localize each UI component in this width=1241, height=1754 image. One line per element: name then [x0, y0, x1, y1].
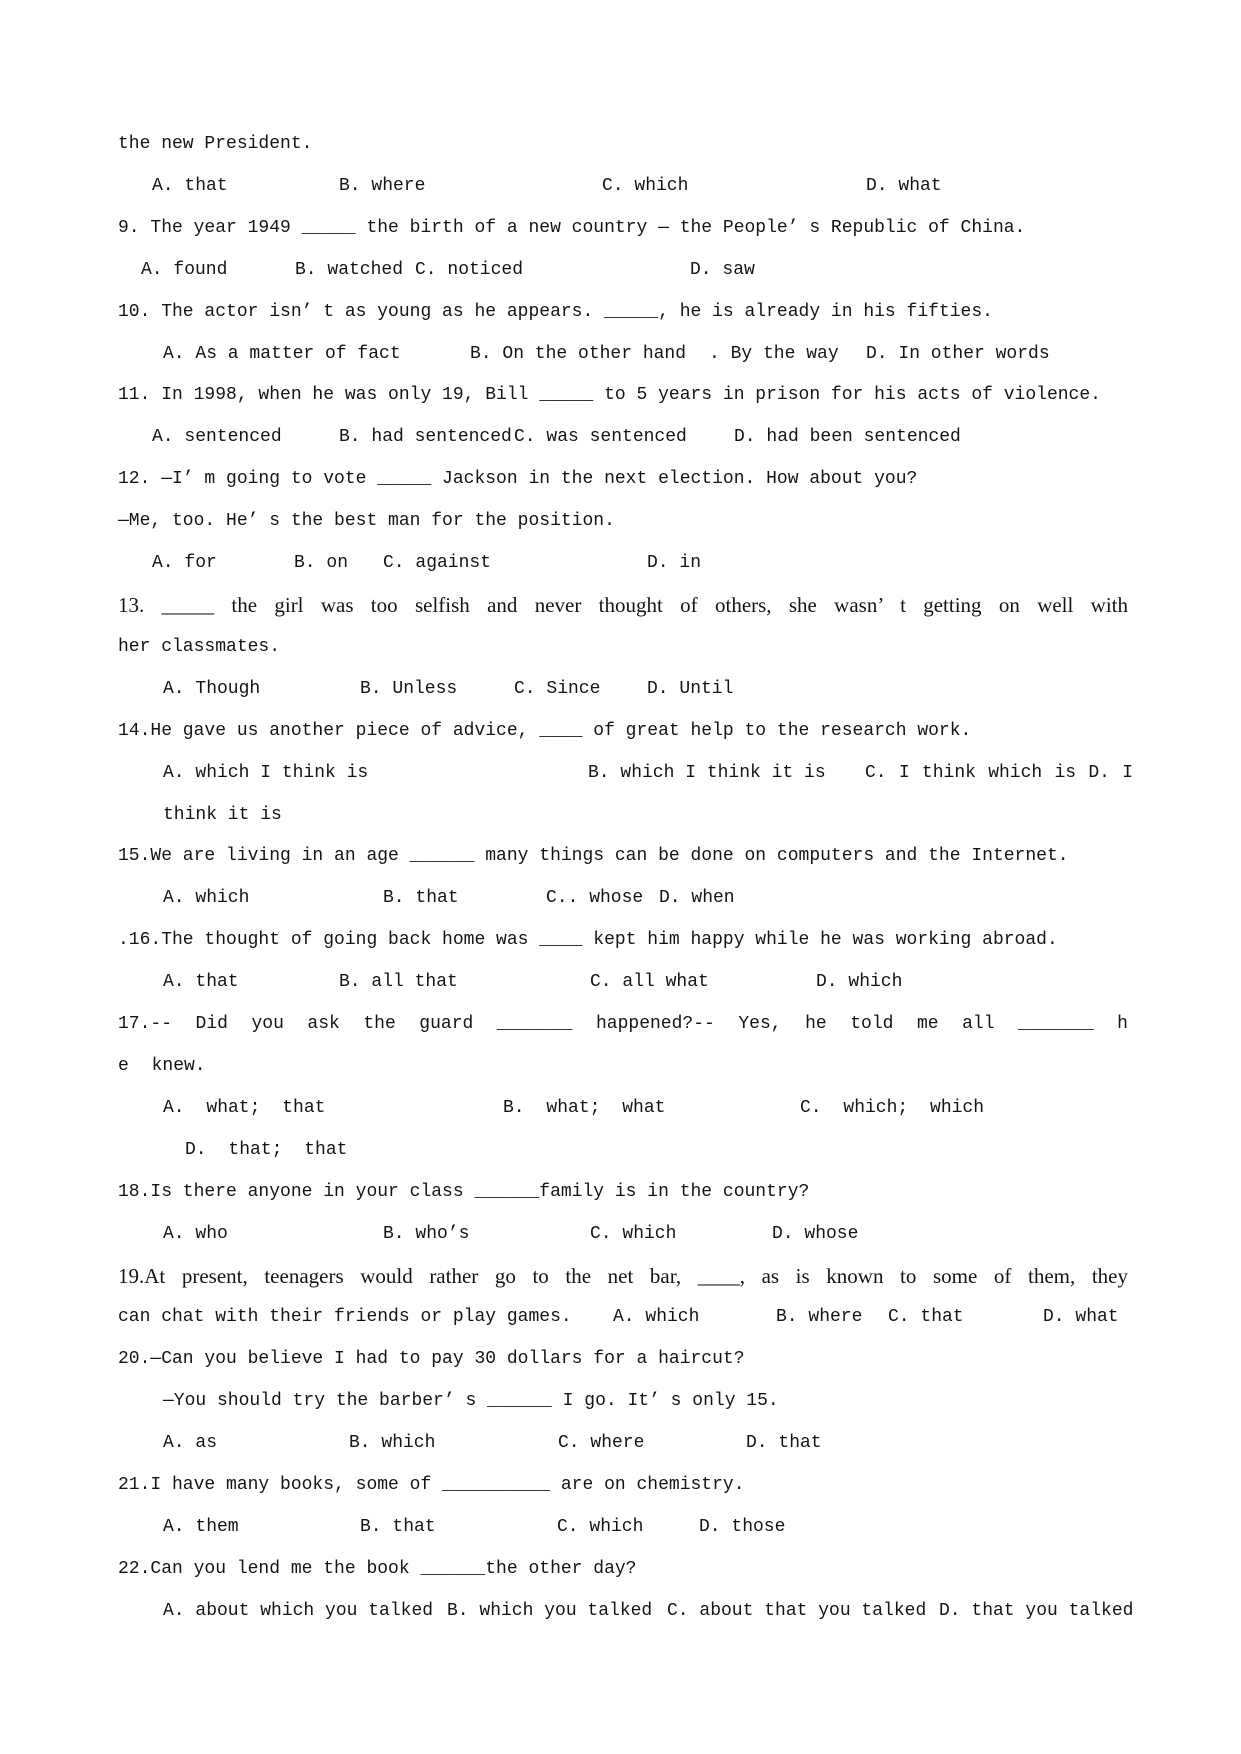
question-16-options	[0, 968, 1241, 996]
option-c: C. which	[557, 1517, 644, 1537]
question-12-stem	[0, 465, 1241, 493]
stem-text: 21.I have many books, some of __________ are on chemistry.	[118, 1475, 745, 1495]
option-c: C.. whose	[546, 888, 644, 908]
question-20-options	[0, 1429, 1241, 1457]
question-12-options	[0, 549, 1241, 577]
question-22-stem	[0, 1555, 1241, 1583]
option-d: D. those	[699, 1517, 786, 1537]
option-a: A. which	[613, 1307, 700, 1327]
option-b: B. that	[360, 1517, 436, 1537]
option-a: A. which I think is	[163, 763, 369, 783]
question-19-stem-line-2	[0, 1303, 1241, 1331]
question-15-options	[0, 884, 1241, 912]
option-b: B. all that	[339, 972, 458, 992]
option-c: C. noticed	[415, 260, 524, 280]
stem-text: the new President.	[118, 134, 313, 154]
option-d: D. In other words	[866, 344, 1050, 364]
option-c: C. where	[558, 1433, 645, 1453]
option-d: D. when	[659, 888, 735, 908]
stem-text: —Me, too. He’ s the best man for the position.	[118, 511, 615, 531]
option-d: D. that you talked	[939, 1601, 1134, 1621]
question-20-stem-line-2	[0, 1387, 1241, 1415]
question-9-options	[0, 256, 1241, 284]
option-d: D. what	[1043, 1307, 1119, 1327]
question-11-options	[0, 423, 1241, 451]
option-b: B. where	[776, 1307, 863, 1327]
option-a: A. what; that	[163, 1098, 326, 1118]
option-d: D. saw	[690, 260, 755, 280]
option-c: C. about that you talked	[667, 1601, 927, 1621]
option-c: C. Since	[514, 679, 601, 699]
stem-text: 20.—Can you believe I had to pay 30 dollars for a haircut?	[118, 1349, 745, 1369]
question-14-stem	[0, 717, 1241, 745]
option-c: C. against	[383, 553, 492, 573]
question-9-stem	[0, 214, 1241, 242]
option-d-continued: think it is	[163, 805, 282, 825]
question-15-stem	[0, 842, 1241, 870]
option-d: D. that	[746, 1433, 822, 1453]
option-b: B. which you talked	[447, 1601, 653, 1621]
option-b: B. what; what	[503, 1098, 666, 1118]
question-22-options	[0, 1597, 1241, 1625]
question-18-options	[0, 1220, 1241, 1248]
question-17-stem	[0, 1010, 1241, 1038]
stem-text: can chat with their friends or play games.	[118, 1307, 572, 1327]
stem-text: her classmates.	[118, 637, 281, 657]
question-10-stem	[0, 298, 1241, 326]
question-8-stem	[0, 130, 1241, 158]
option-a: A. that	[163, 972, 239, 992]
option-c: C. which	[590, 1224, 677, 1244]
stem-text: —You should try the barber’ s ______ I go. It’ s only 15.	[163, 1391, 779, 1411]
option-c: C. was sentenced	[514, 427, 687, 447]
question-17-options-line-2	[0, 1136, 1241, 1164]
question-11-stem	[0, 381, 1241, 409]
option-b: B. Unless	[360, 679, 458, 699]
option-b: B. on	[294, 553, 349, 573]
option-a: A. them	[163, 1517, 239, 1537]
stem-text: 15.We are living in an age ______ many things can be done on computers and the Internet.	[118, 846, 1069, 866]
stem-text: 10. The actor isn’ t as young as he appears. _____, he is already in his fifties.	[118, 302, 993, 322]
question-21-options	[0, 1513, 1241, 1541]
question-10-options	[0, 340, 1241, 368]
option-a: A. As a matter of fact	[163, 344, 401, 364]
option-a: A. Though	[163, 679, 261, 699]
option-c: . By the way	[709, 344, 839, 364]
option-c: C. which	[602, 176, 689, 196]
option-b: B. who’s	[383, 1224, 470, 1244]
option-d: D. what	[866, 176, 942, 196]
stem-text: e knew.	[118, 1056, 206, 1076]
option-c: C. that	[888, 1307, 964, 1327]
option-b: B. that	[383, 888, 459, 908]
question-18-stem	[0, 1178, 1241, 1206]
stem-text: 13. _____ the girl was too selfish and never thought of others, she wasn’ t getting on well with	[118, 593, 1128, 617]
stem-text: 18.Is there anyone in your class ______family is in the country?	[118, 1182, 810, 1202]
option-d: D. in	[647, 553, 702, 573]
option-b: B. which	[349, 1433, 436, 1453]
question-17-stem-line-2	[0, 1052, 1241, 1080]
stem-text: 12. —I’ m going to vote _____ Jackson in the next election. How about you?	[118, 469, 918, 489]
question-13-stem-line-2	[0, 633, 1241, 661]
option-a: A. as	[163, 1433, 218, 1453]
option-a: A. sentenced	[152, 427, 282, 447]
stem-text: 9. The year 1949 _____ the birth of a new country — the People’ s Republic of China.	[118, 218, 1026, 238]
question-20-stem	[0, 1345, 1241, 1373]
option-a: A. which	[163, 888, 250, 908]
question-12-stem-line-2	[0, 507, 1241, 535]
question-14-options-line-2	[0, 801, 1241, 829]
option-d: D. Until	[647, 679, 734, 699]
question-16-stem	[0, 926, 1241, 954]
question-13-options	[0, 675, 1241, 703]
option-c: C. all what	[590, 972, 709, 992]
stem-text: .16.The thought of going back home was ____ kept him happy while he was working abroad.	[118, 930, 1058, 950]
option-a: A. for	[152, 553, 217, 573]
question-19-stem	[0, 1262, 1241, 1290]
option-a: A. found	[141, 260, 228, 280]
option-a: A. who	[163, 1224, 228, 1244]
option-b: B. which I think it is	[588, 763, 826, 783]
stem-text: 17.-- Did you ask the guard _______ happened?-- Yes, he told me all _______ h	[118, 1014, 1128, 1034]
option-b: B. where	[339, 176, 426, 196]
question-14-options	[0, 759, 1241, 787]
question-21-stem	[0, 1471, 1241, 1499]
stem-text: 14.He gave us another piece of advice, ____ of great help to the research work.	[118, 721, 972, 741]
question-13-stem	[0, 591, 1241, 619]
option-d: D. that; that	[185, 1140, 348, 1160]
question-17-options	[0, 1094, 1241, 1122]
option-d: D. had been sentenced	[734, 427, 961, 447]
stem-text: 11. In 1998, when he was only 19, Bill _____ to 5 years in prison for his acts of violence.	[118, 385, 1101, 405]
option-a: A. that	[152, 176, 228, 196]
option-c-d: C. I think which is D. I	[865, 763, 1133, 783]
stem-text: 19.At present, teenagers would rather go to the net bar, ____, as is known to some of them, they	[118, 1264, 1128, 1288]
option-b: B. had sentenced	[339, 427, 512, 447]
question-8-options	[0, 172, 1241, 200]
option-a: A. about which you talked	[163, 1601, 434, 1621]
option-b: B. On the other hand	[470, 344, 687, 364]
option-d: D. which	[816, 972, 903, 992]
option-b: B. watched	[295, 260, 404, 280]
stem-text: 22.Can you lend me the book ______the other day?	[118, 1559, 637, 1579]
option-c: C. which; which	[800, 1098, 985, 1118]
option-d: D. whose	[772, 1224, 859, 1244]
